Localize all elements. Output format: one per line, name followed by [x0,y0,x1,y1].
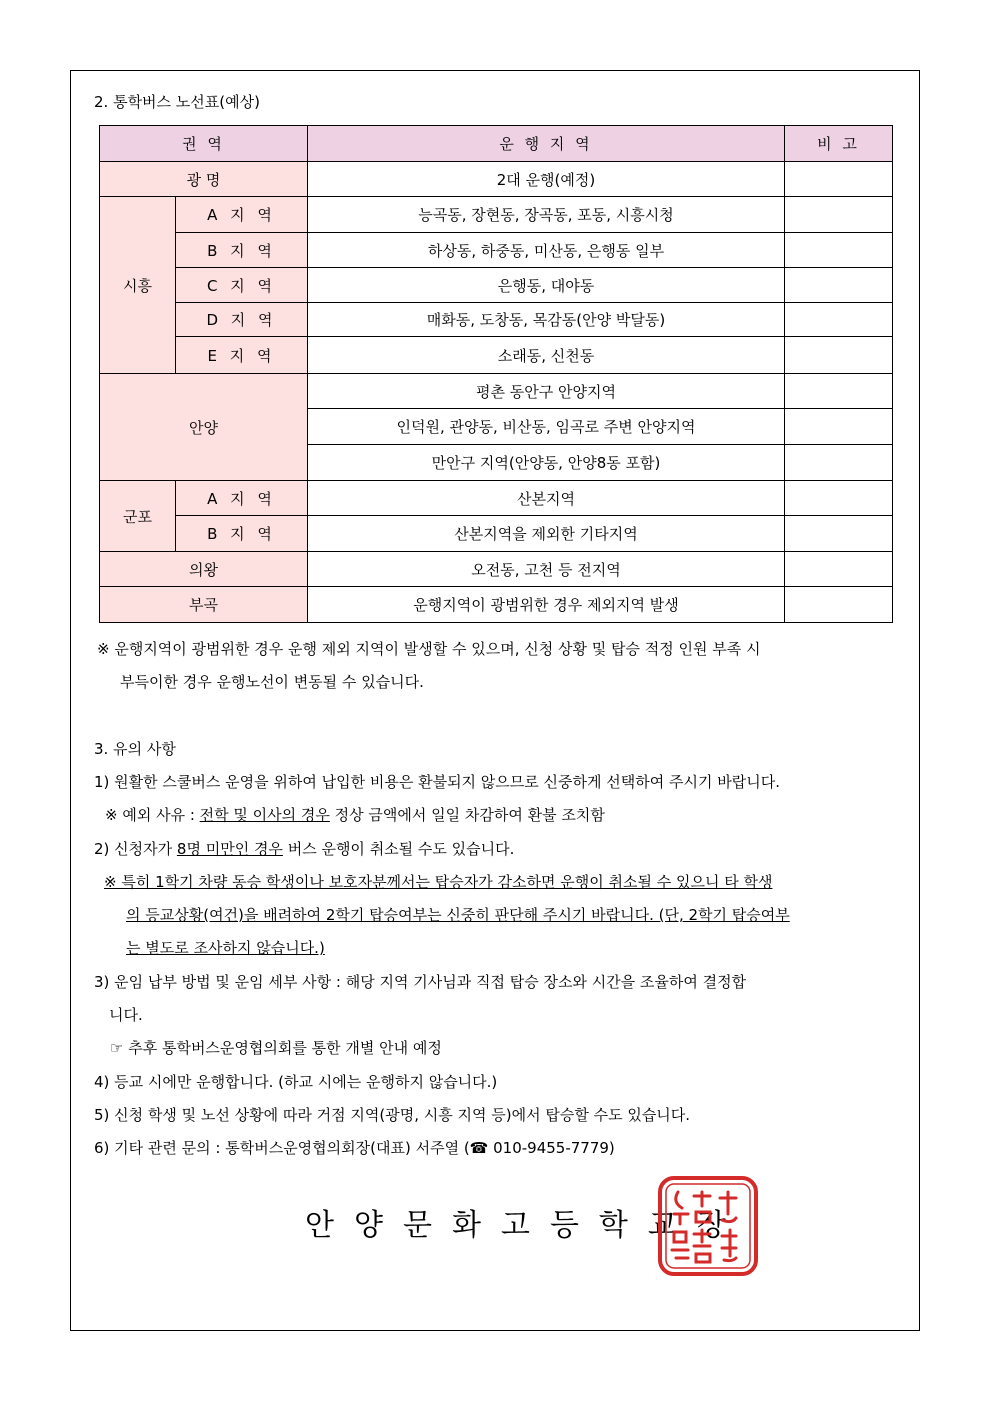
sub-region-cell: E 지 역 [176,337,308,374]
table-row [100,587,893,623]
area-cell: 산본지역을 제외한 기타지역 [308,516,785,552]
table-note-line-2: 부득이한 경우 운행노선이 변동될 수 있습니다. [120,673,424,691]
remarks-cell [785,552,893,587]
region-anyang: 안양 [100,374,308,481]
area-cell: 인덕원, 관양동, 비산동, 임곡로 주변 안양지역 [308,409,785,445]
sub-region-cell: B 지 역 [176,233,308,268]
table-row [100,162,893,197]
table-row [100,197,893,233]
area-cell: 평촌 동안구 안양지역 [308,374,785,409]
table-row [100,374,893,409]
region-gwangmyeong: 광 명 [100,162,308,197]
table-header-row [100,126,893,162]
region-bugok: 부곡 [100,587,308,623]
sub-region-cell: A 지 역 [176,481,308,516]
note-item-2-emphasis-line-1: ※ 특히 1학기 차량 동승 학생이나 보호자분께서는 탑승자가 감소하면 운행이 취소될 수 있으니 타 학생 [104,873,773,891]
note-item-2-emphasis-line-3: 는 별도로 조사하지 않습니다.) [126,939,325,957]
principal-signature: 안양문화고등학교장 [305,1208,746,1243]
route-table [99,125,893,623]
table-row [100,303,893,337]
area-cell: 은행동, 대야동 [308,268,785,303]
remarks-cell [785,197,893,233]
region-uiwang: 의왕 [100,552,308,587]
remarks-cell [785,516,893,552]
official-seal-icon [656,1174,760,1278]
sub-region-cell: B 지 역 [176,516,308,552]
region-gunpo: 군포 [100,481,176,552]
note-item-1-exception [105,804,605,825]
remarks-cell [785,303,893,337]
remarks-cell [785,587,893,623]
header-area: 운 행 지 역 [308,126,785,162]
area-cell: 오전동, 고천 등 전지역 [308,552,785,587]
header-region: 권 역 [100,126,308,162]
sub-region-cell: A 지 역 [176,197,308,233]
table-row [100,552,893,587]
item-2-rest: 버스 운행이 취소될 수도 있습니다. [282,840,515,858]
sub-region-cell: D 지 역 [176,303,308,337]
exception-rest: 정상 금액에서 일일 차감하여 환불 조치함 [329,806,605,824]
note-item-1: 1) 원활한 스쿨버스 운영을 위하여 납입한 비용은 환불되지 않으므로 신중하게 선택하여 주시기 바랍니다. [94,773,780,791]
area-cell: 만안구 지역(안양동, 안양8동 포함) [308,445,785,481]
table-row [100,337,893,374]
remarks-cell [785,162,893,197]
area-cell: 2대 운행(예정) [308,162,785,197]
remarks-cell [785,374,893,409]
note-item-4: 4) 등교 시에만 운행합니다. (하교 시에는 운행하지 않습니다.) [94,1073,498,1091]
remarks-cell [785,481,893,516]
table-note-line-1: ※ 운행지역이 광범위한 경우 운행 제외 지역이 발생할 수 있으며, 신청 상황 및 탑승 적정 인원 부족 시 [97,640,761,658]
remarks-cell [785,337,893,374]
table-row [100,233,893,268]
table-row [100,516,893,552]
sub-region-cell: C 지 역 [176,268,308,303]
header-remarks: 비 고 [785,126,893,162]
section-title-notes: 3. 유의 사항 [94,740,176,758]
area-cell: 능곡동, 장현동, 장곡동, 포동, 시흥시청 [308,197,785,233]
remarks-cell [785,445,893,481]
area-cell: 소래동, 신천동 [308,337,785,374]
exception-label: ※ 예외 사유 : [105,806,200,824]
note-item-2-emphasis-line-2: 의 등교상황(여건)을 배려하여 2학기 탑승여부는 신중히 판단해 주시기 바랍니다. (단, 2학기 탑승여부 [126,906,790,924]
area-cell: 하상동, 하중동, 미산동, 은행동 일부 [308,233,785,268]
region-siheung: 시흥 [100,197,176,374]
section-title-route-table: 2. 통학버스 노선표(예상) [94,93,260,111]
area-cell: 매화동, 도창동, 목감동(안양 박달동) [308,303,785,337]
item-2-prefix: 2) 신청자가 [94,840,177,858]
table-row [100,481,893,516]
exception-underlined: 전학 및 이사의 경우 [199,806,330,824]
remarks-cell [785,268,893,303]
note-item-3-line-1: 3) 운임 납부 방법 및 운임 세부 사항 : 해당 지역 기사님과 직접 탑승 장소와 시간을 조율하여 결정합 [94,973,747,991]
note-item-5: 5) 신청 학생 및 노선 상황에 따라 거점 지역(광명, 시흥 지역 등)에서 탑승할 수도 있습니다. [94,1106,691,1124]
remarks-cell [785,233,893,268]
note-item-2 [94,838,514,859]
area-cell: 산본지역 [308,481,785,516]
item-2-underlined: 8명 미만인 경우 [176,840,283,858]
table-row [100,268,893,303]
remarks-cell [785,409,893,445]
area-cell: 운행지역이 광범위한 경우 제외지역 발생 [308,587,785,623]
note-item-6: 6) 기타 관련 문의 : 통학버스운영협의회장(대표) 서주열 (☎ 010-9455-7779) [94,1139,615,1157]
note-item-3-guidance: ☞ 추후 통학버스운영협의회를 통한 개별 안내 예정 [110,1039,442,1057]
note-item-3-line-2: 니다. [109,1006,143,1024]
